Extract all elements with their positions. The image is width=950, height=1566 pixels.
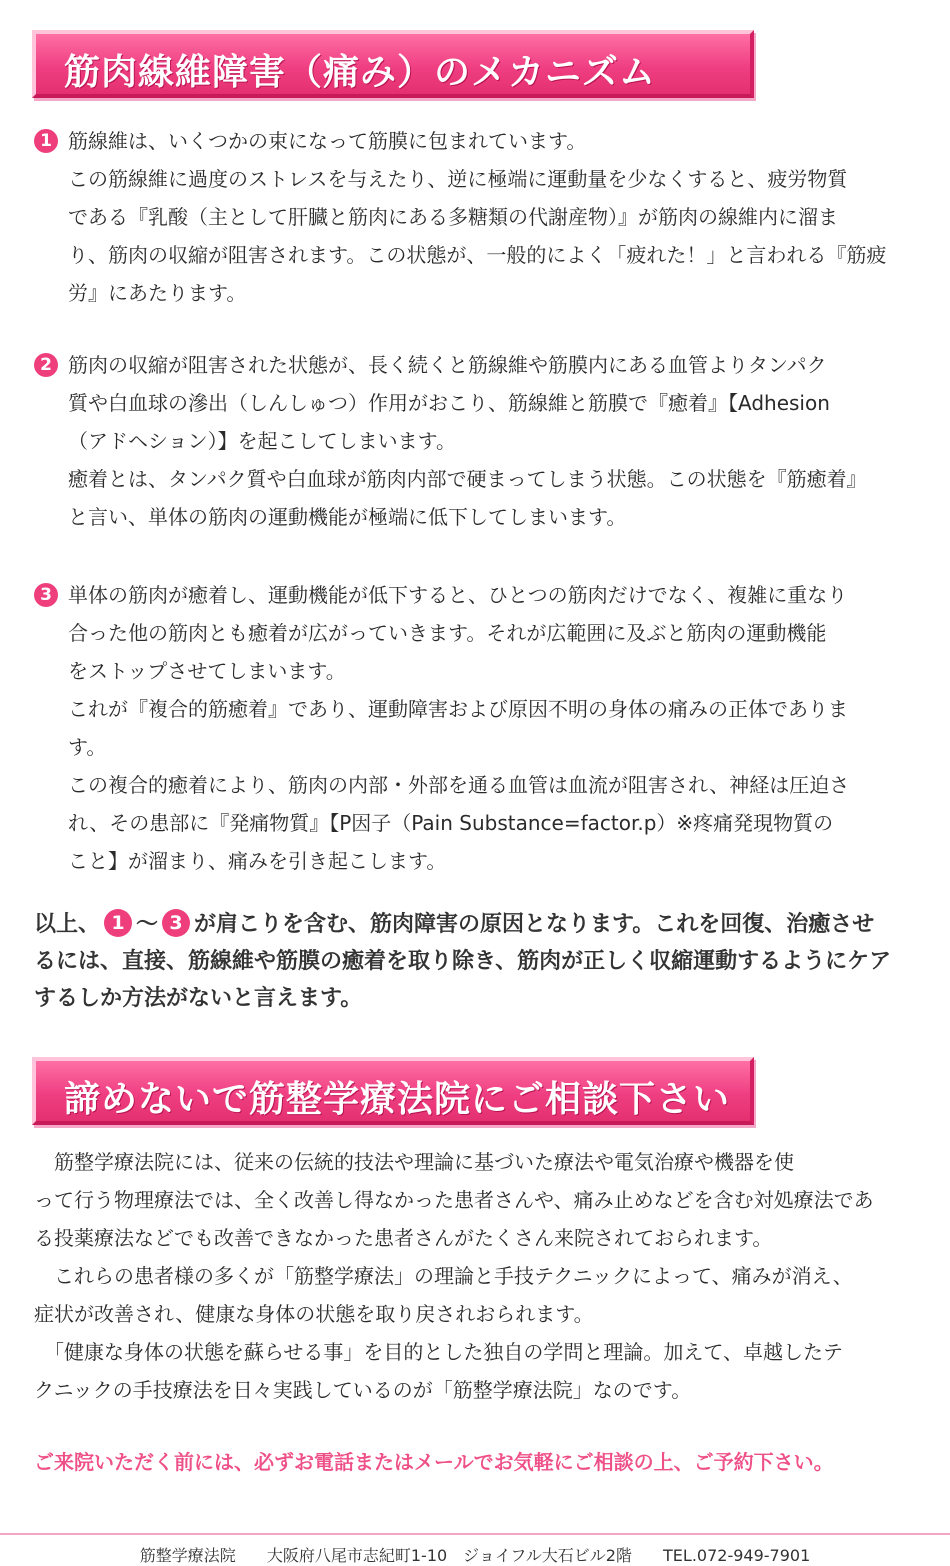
- item3-line1: 単体の筋肉が癒着し、運動機能が低下すると、ひとつの筋肉だけでなく、複雑に重なり: [68, 583, 848, 607]
- consult-line2: って行う物理療法では、全く改善し得なかった患者さんや、痛み止めなどを含む対処療法であ: [34, 1188, 874, 1212]
- section-banner-mechanism: [32, 30, 754, 98]
- summary-line3: するしか方法がないと言えます。: [34, 986, 363, 1011]
- number-badge-2: 2: [34, 353, 58, 377]
- mechanism-item-1: [34, 122, 914, 312]
- reservation-notice: ご来院いただく前には、必ずお電話またはメールでお気軽にご相談の上、ご予約下さい。: [34, 1450, 834, 1474]
- item1-line5: 労』にあたります。: [68, 281, 247, 305]
- item3-line6: この複合的癒着により、筋肉の内部・外部を通る血管は血流が阻害され、神経は圧迫さ: [68, 773, 850, 797]
- item2-line3: （アドヘション）】を起こしてしまいます。: [68, 429, 456, 453]
- item2-line5: と言い、単体の筋肉の運動機能が極端に低下してしまいます。: [68, 505, 627, 529]
- footer-address: 大阪府八尾市志紀町1-10 ジョイフル大石ビル2階: [266, 1546, 632, 1565]
- number-badge-3: 3: [34, 583, 58, 607]
- item2-line2: 質や白血球の滲出（しんしゅつ）作用がおこり、筋線維と筋膜で『癒着』【Adhesion: [68, 391, 830, 415]
- footer: [0, 1543, 950, 1566]
- summary-number-badge-3: 3: [162, 909, 190, 937]
- item3-line8: こと】が溜まり、痛みを引き起こします。: [68, 849, 447, 873]
- consult-paragraph: [34, 1143, 910, 1409]
- mechanism-item-2: [34, 346, 914, 536]
- item3-line3: をストップさせてしまいます。: [68, 659, 346, 683]
- item3-line4: これが『複合的筋癒着』であり、運動障害および原因不明の身体の痛みの正体でありま: [68, 697, 848, 721]
- consult-line7: クニックの手技療法を日々実践しているのが「筋整学療法院」なのです。: [34, 1378, 692, 1402]
- item1-line1: 筋線維は、いくつかの束になって筋膜に包まれています。: [68, 129, 587, 153]
- summary-paragraph: [34, 906, 910, 1017]
- item1-line2: この筋線維に過度のストレスを与えたり、逆に極端に運動量を少なくすると、疲労物質: [68, 167, 848, 191]
- consult-line3: る投薬療法などでも改善できなかった患者さんがたくさん来院されておられます。: [34, 1226, 773, 1250]
- summary-line1: [34, 906, 910, 943]
- consult-line5: 症状が改善され、健康な身体の状態を取り戻されおられます。: [34, 1302, 594, 1326]
- item1-line4: り、筋肉の収縮が阻害されます。この状態が、一般的によく「疲れた！」と言われる『筋疲: [68, 243, 887, 267]
- consult-line1: 筋整学療法院には、従来の伝統的技法や理論に基づいた療法や電気治療や機器を使: [34, 1150, 794, 1174]
- summary-prefix: 以上、: [34, 912, 101, 937]
- number-badge-1: 1: [34, 129, 58, 153]
- footer-tel: TEL.072-949-7901: [663, 1546, 811, 1565]
- consult-line6: 「健康な身体の状態を蘇らせる事」を目的とした独自の学問と理論。加えて、卓越したテ: [34, 1340, 843, 1364]
- consult-line4: これらの患者様の多くが「筋整学療法」の理論と手技テクニックによって、痛みが消え、: [34, 1264, 853, 1288]
- section-banner-consult: [32, 1057, 754, 1125]
- summary-number-badge-1: 1: [104, 909, 132, 937]
- section-title-consult: 諦めないで筋整学療法院にご相談下さい: [64, 1079, 731, 1120]
- summary-line2: るには、直接、筋線維や筋膜の癒着を取り除き、筋肉が正しく収縮運動するようにケア: [34, 949, 892, 974]
- item3-line7: れ、その患部に『発痛物質』【P因子（Pain Substance=factor.p）※疼痛発現物質の: [68, 811, 834, 835]
- footer-divider: [0, 1533, 950, 1535]
- section-title-mechanism: 筋肉線維障害（痛み）のメカニズム: [64, 52, 657, 93]
- summary-line1-rest: が肩こりを含む、筋肉障害の原因となります。これを回復、治癒させ: [194, 912, 875, 937]
- item1-line3: である『乳酸（主として肝臓と筋肉にある多糖類の代謝産物）』が筋肉の線維内に溜ま: [68, 205, 838, 229]
- item3-line5: す。: [68, 735, 107, 759]
- mechanism-item-3: [34, 576, 914, 880]
- item2-line4: 癒着とは、タンパク質や白血球が筋肉内部で硬まってしまう状態。この状態を『筋癒着』: [68, 467, 867, 491]
- item2-line1: 筋肉の収縮が阻害された状態が、長く続くと筋線維や筋膜内にある血管よりタンパク: [68, 353, 827, 377]
- footer-clinic-name: 筋整学療法院: [139, 1546, 236, 1565]
- item3-line2: 合った他の筋肉とも癒着が広がっていきます。それが広範囲に及ぶと筋肉の運動機能: [68, 621, 827, 645]
- summary-tilde: 〜: [136, 912, 159, 937]
